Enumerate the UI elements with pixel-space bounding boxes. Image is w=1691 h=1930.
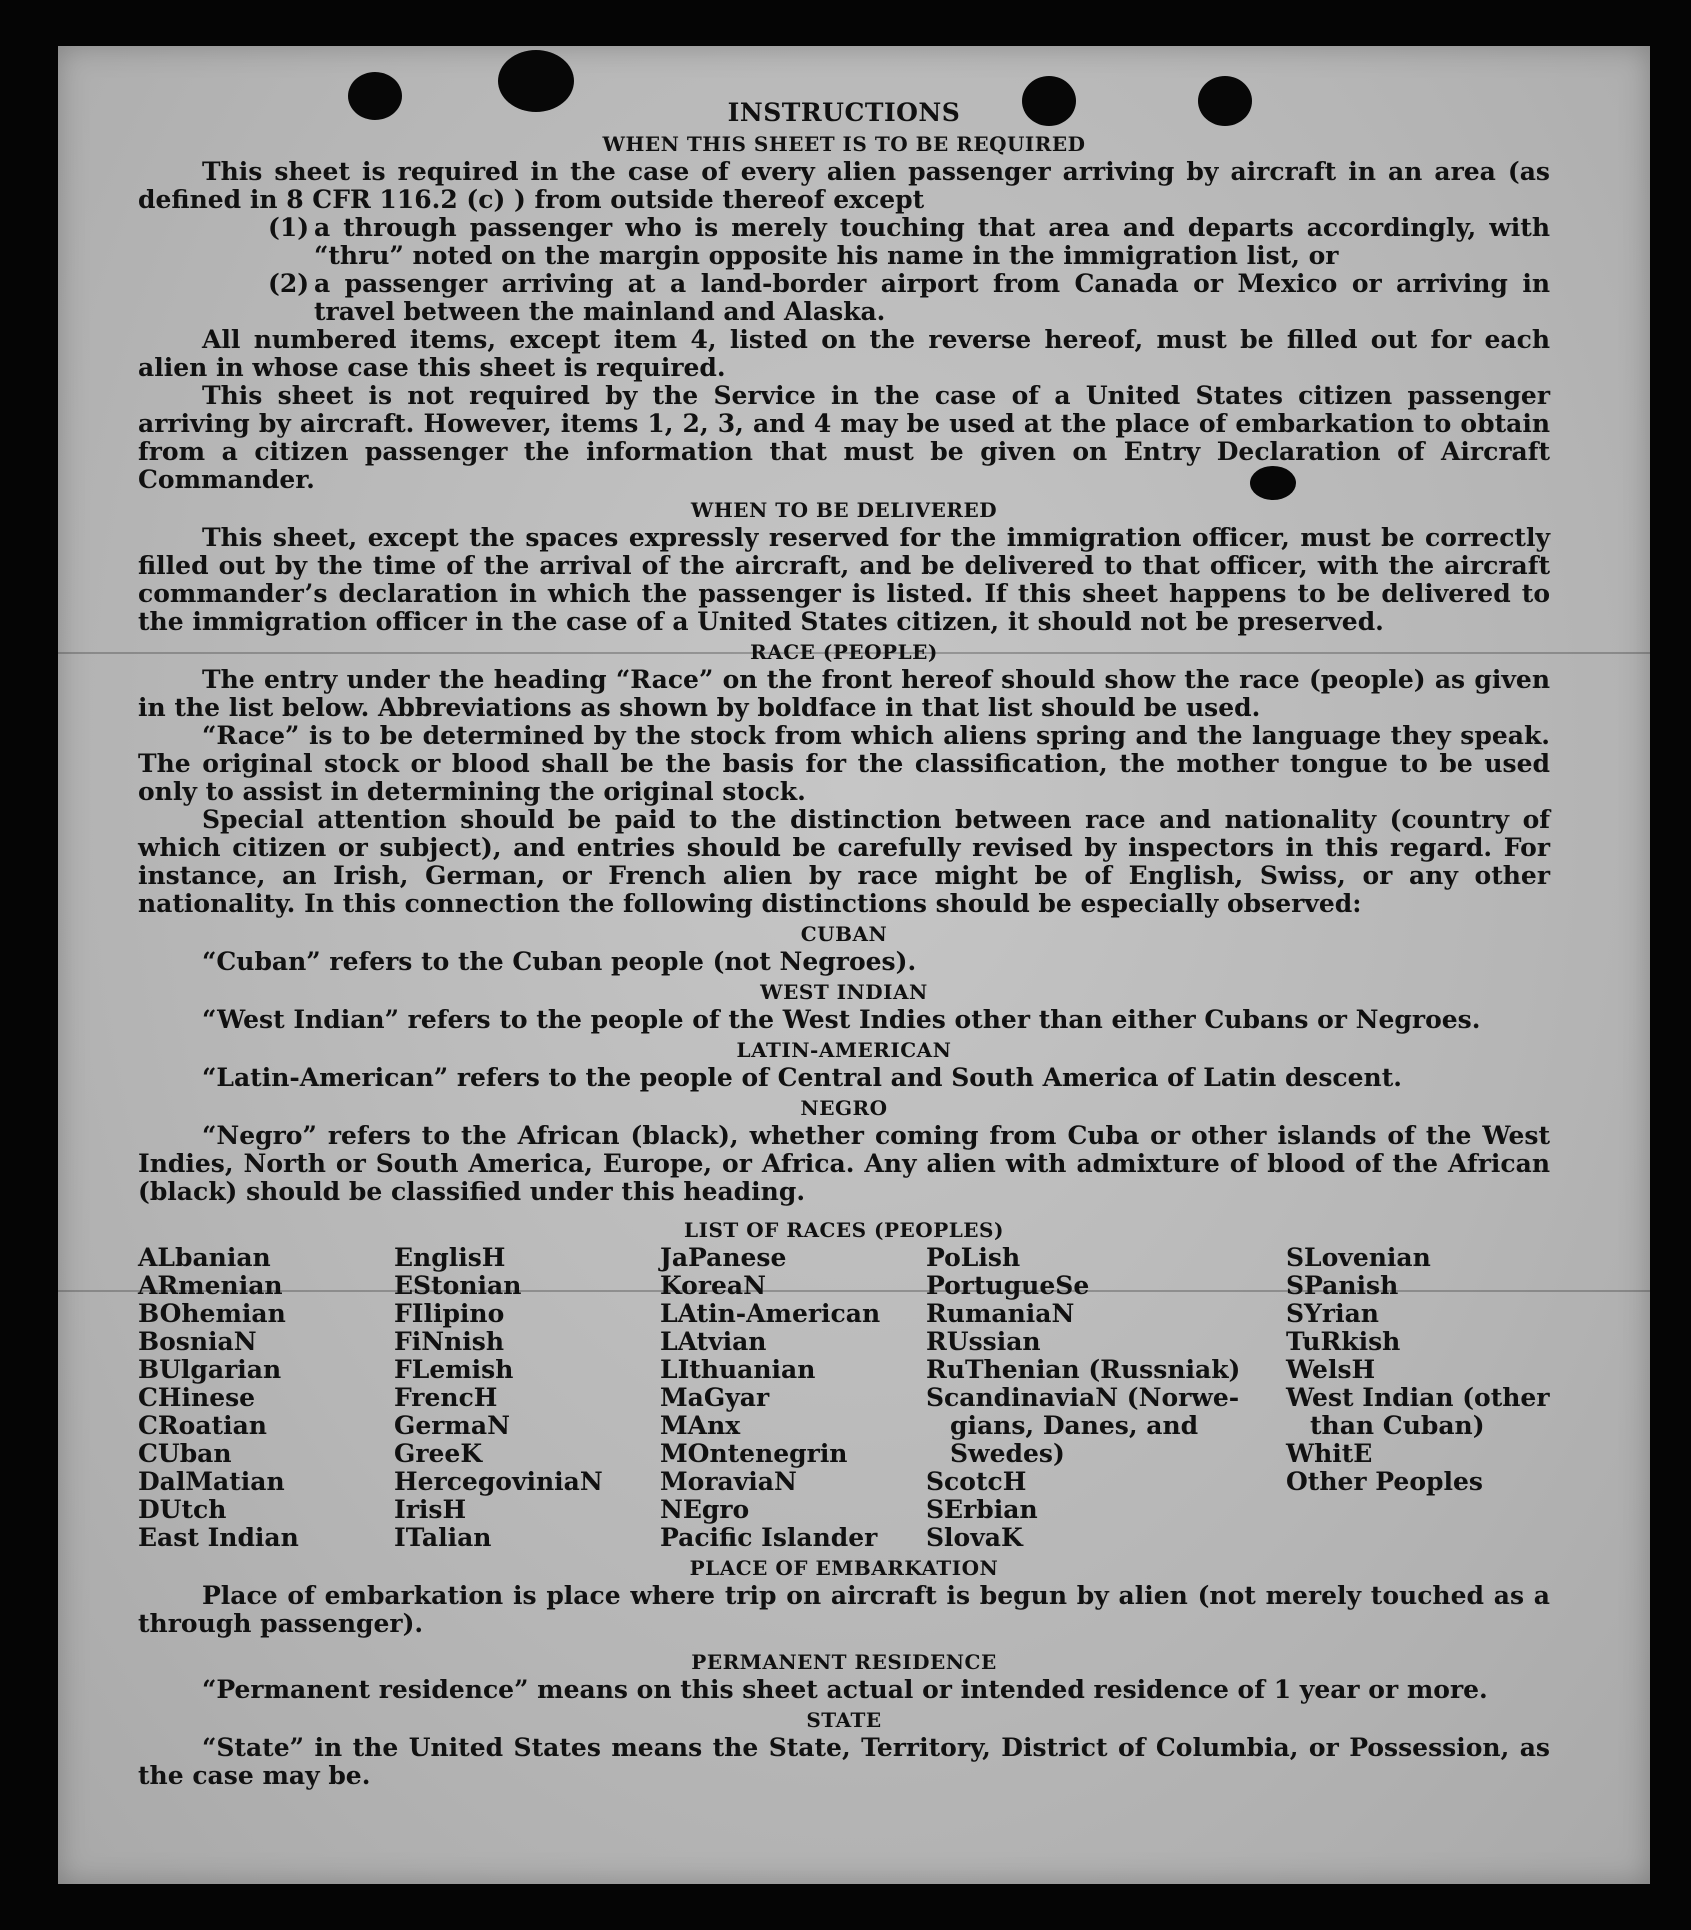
race-entry: SLovenian [1286,1243,1431,1272]
definition-state: “State” in the United States means the State, Territory, District of Columbia, or Possession, as the case may be. [138,1733,1550,1790]
page-title: INSTRUCTIONS [727,98,961,127]
section-heading-race: RACE (PEOPLE) [750,640,938,664]
race-entry: Pacific Islander [660,1523,878,1552]
instructions-content [138,98,1550,1790]
race-entry: PoLish [926,1243,1021,1272]
paragraph: This sheet is required in the case of every alien passenger arriving by aircraft in an area (as defined in 8 CFR 116.2 (c) ) from outside thereof except [138,157,1550,214]
definition-west-indian: “West Indian” refers to the people of the West Indies other than either Cubans or Negroes. [202,1005,1481,1034]
race-entry: CUban [138,1439,232,1468]
race-entry: LAtin-American [660,1299,881,1328]
race-entry: Swedes) [950,1439,1065,1468]
race-entry: FLemish [394,1355,514,1384]
race-entry: than Cuban) [1310,1411,1485,1440]
section-heading-west-indian: WEST INDIAN [760,980,928,1004]
section-heading-embarkation: PLACE OF EMBARKATION [689,1556,999,1580]
exception-item-2 [138,270,1550,326]
definition-embarkation: Place of embarkation is place where trip on aircraft is begun by alien (not merely touched as a through passenger). [138,1581,1550,1638]
race-entry: RumaniaN [926,1299,1075,1328]
item-number: (2) [268,269,310,298]
race-entry: SPanish [1286,1271,1399,1300]
definition-latin-american: “Latin-American” refers to the people of Central and South America of Latin descent. [202,1063,1402,1092]
race-entry: MAnx [660,1411,741,1440]
race-entry: FIlipino [394,1299,505,1328]
paragraph: This sheet is not required by the Service in the case of a United States citizen passenger arriving by aircraft. However, items 1, 2, 3, and 4 may be used at the place of embarkation to obtain from a citizen passenger the information that must be given on Entry Declaration of Aircraft Commander. [138,381,1550,494]
race-entry: BosniaN [138,1327,257,1356]
races-column-3 [660,1244,926,1552]
race-entry: West Indian (other [1286,1383,1550,1412]
item-number: (1) [268,213,310,242]
paragraph: The entry under the heading “Race” on the front hereof should show the race (people) as given in the list below. Abbreviations as shown by boldface in that list should be used. [138,665,1550,722]
races-column-5 [1286,1244,1550,1552]
paragraph: “Race” is to be determined by the stock from which aliens spring and the language they speak. The original stock or blood shall be the basis for the classification, the mother tongue to be used only to assist in determining the original stock. [138,721,1550,806]
race-entry: CRoatian [138,1411,267,1440]
races-column-4 [926,1244,1286,1552]
paragraph: All numbered items, except item 4, listed on the reverse hereof, must be filled out for each alien in whose case this sheet is required. [138,325,1550,382]
section-heading-races-list: LIST OF RACES (PEOPLES) [684,1218,1004,1242]
section-heading-latin-american: LATIN-AMERICAN [736,1038,952,1062]
race-entry: RuThenian (Russniak) [926,1355,1241,1384]
race-entry: ScandinaviaN (Norwe- [926,1383,1240,1412]
race-entry: GermaN [394,1411,510,1440]
race-entry: TuRkish [1286,1327,1401,1356]
race-entry: MoraviaN [660,1467,797,1496]
section-heading-negro: NEGRO [800,1096,888,1120]
section-heading-state: STATE [806,1708,882,1732]
race-entry: SYrian [1286,1299,1379,1328]
race-entry: MOntenegrin [660,1439,848,1468]
race-entry: DUtch [138,1495,227,1524]
section-heading-delivered: WHEN TO BE DELIVERED [690,498,998,522]
section-heading-cuban: CUBAN [800,922,888,946]
race-entry: BUlgarian [138,1355,282,1384]
race-entry: BOhemian [138,1299,286,1328]
race-entry: EnglisH [394,1243,506,1272]
races-list [138,1244,1550,1552]
race-entry: JaPanese [660,1243,787,1272]
race-entry: DalMatian [138,1467,285,1496]
race-entry: LAtvian [660,1327,767,1356]
definition-residence: “Permanent residence” means on this sheet actual or intended residence of 1 year or more. [202,1675,1488,1704]
race-entry: HercegoviniaN [394,1467,603,1496]
race-entry: GreeK [394,1439,483,1468]
race-entry: ITalian [394,1523,492,1552]
race-entry: LIthuanian [660,1355,816,1384]
section-heading-required: WHEN THIS SHEET IS TO BE REQUIRED [602,132,1086,156]
race-entry: CHinese [138,1383,256,1412]
race-entry: ARmenian [138,1271,283,1300]
race-entry: Other Peoples [1286,1467,1483,1496]
exception-item-1 [138,214,1550,270]
races-column-2 [394,1244,660,1552]
race-entry: WhitE [1286,1439,1373,1468]
race-entry: East Indian [138,1523,299,1552]
paragraph: This sheet, except the spaces expressly reserved for the immigration officer, must be correctly filled out by the time of the arrival of the aircraft, and be delivered to that officer, with the aircraft commander’s declaration in which the passenger is listed. If this sheet happens to be delivered to the immigration officer in the case of a United States citizen, it should not be preserved. [138,523,1550,636]
item-text: a through passenger who is merely touching that area and departs accordingly, with “thru” noted on the margin opposite his name in the immigration list, or [314,213,1550,270]
section-heading-residence: PERMANENT RESIDENCE [691,1650,997,1674]
race-entry: NEgro [660,1495,750,1524]
race-entry: MaGyar [660,1383,770,1412]
race-entry: IrisH [394,1495,467,1524]
race-entry: SErbian [926,1495,1038,1524]
paragraph: Special attention should be paid to the distinction between race and nationality (country of which citizen or subject), and entries should be carefully revised by inspectors in this regard. For instance, an Irish, German, or French alien by race might be of English, Swiss, or any other nationality. In this connection the following distinctions should be especially observed: [138,805,1550,918]
race-entry: KoreaN [660,1271,766,1300]
race-entry: FiNnish [394,1327,505,1356]
item-text: a passenger arriving at a land-border airport from Canada or Mexico or arriving in travel between the mainland and Alaska. [314,269,1550,326]
definition-negro: “Negro” refers to the African (black), whether coming from Cuba or other islands of the West Indies, North or South America, Europe, or Africa. Any alien with admixture of blood of the African (black) should be classified under this heading. [138,1121,1550,1206]
document-page [58,46,1650,1884]
race-entry: SlovaK [926,1523,1023,1552]
race-entry: gians, Danes, and [950,1411,1199,1440]
race-entry: RUssian [926,1327,1041,1356]
race-entry: EStonian [394,1271,522,1300]
race-entry: ScotcH [926,1467,1027,1496]
race-entry: FrencH [394,1383,498,1412]
race-entry: PortugueSe [926,1271,1090,1300]
race-entry: WelsH [1286,1355,1376,1384]
races-column-1 [138,1244,394,1552]
race-entry: ALbanian [138,1243,271,1272]
definition-cuban: “Cuban” refers to the Cuban people (not Negroes). [202,947,917,976]
